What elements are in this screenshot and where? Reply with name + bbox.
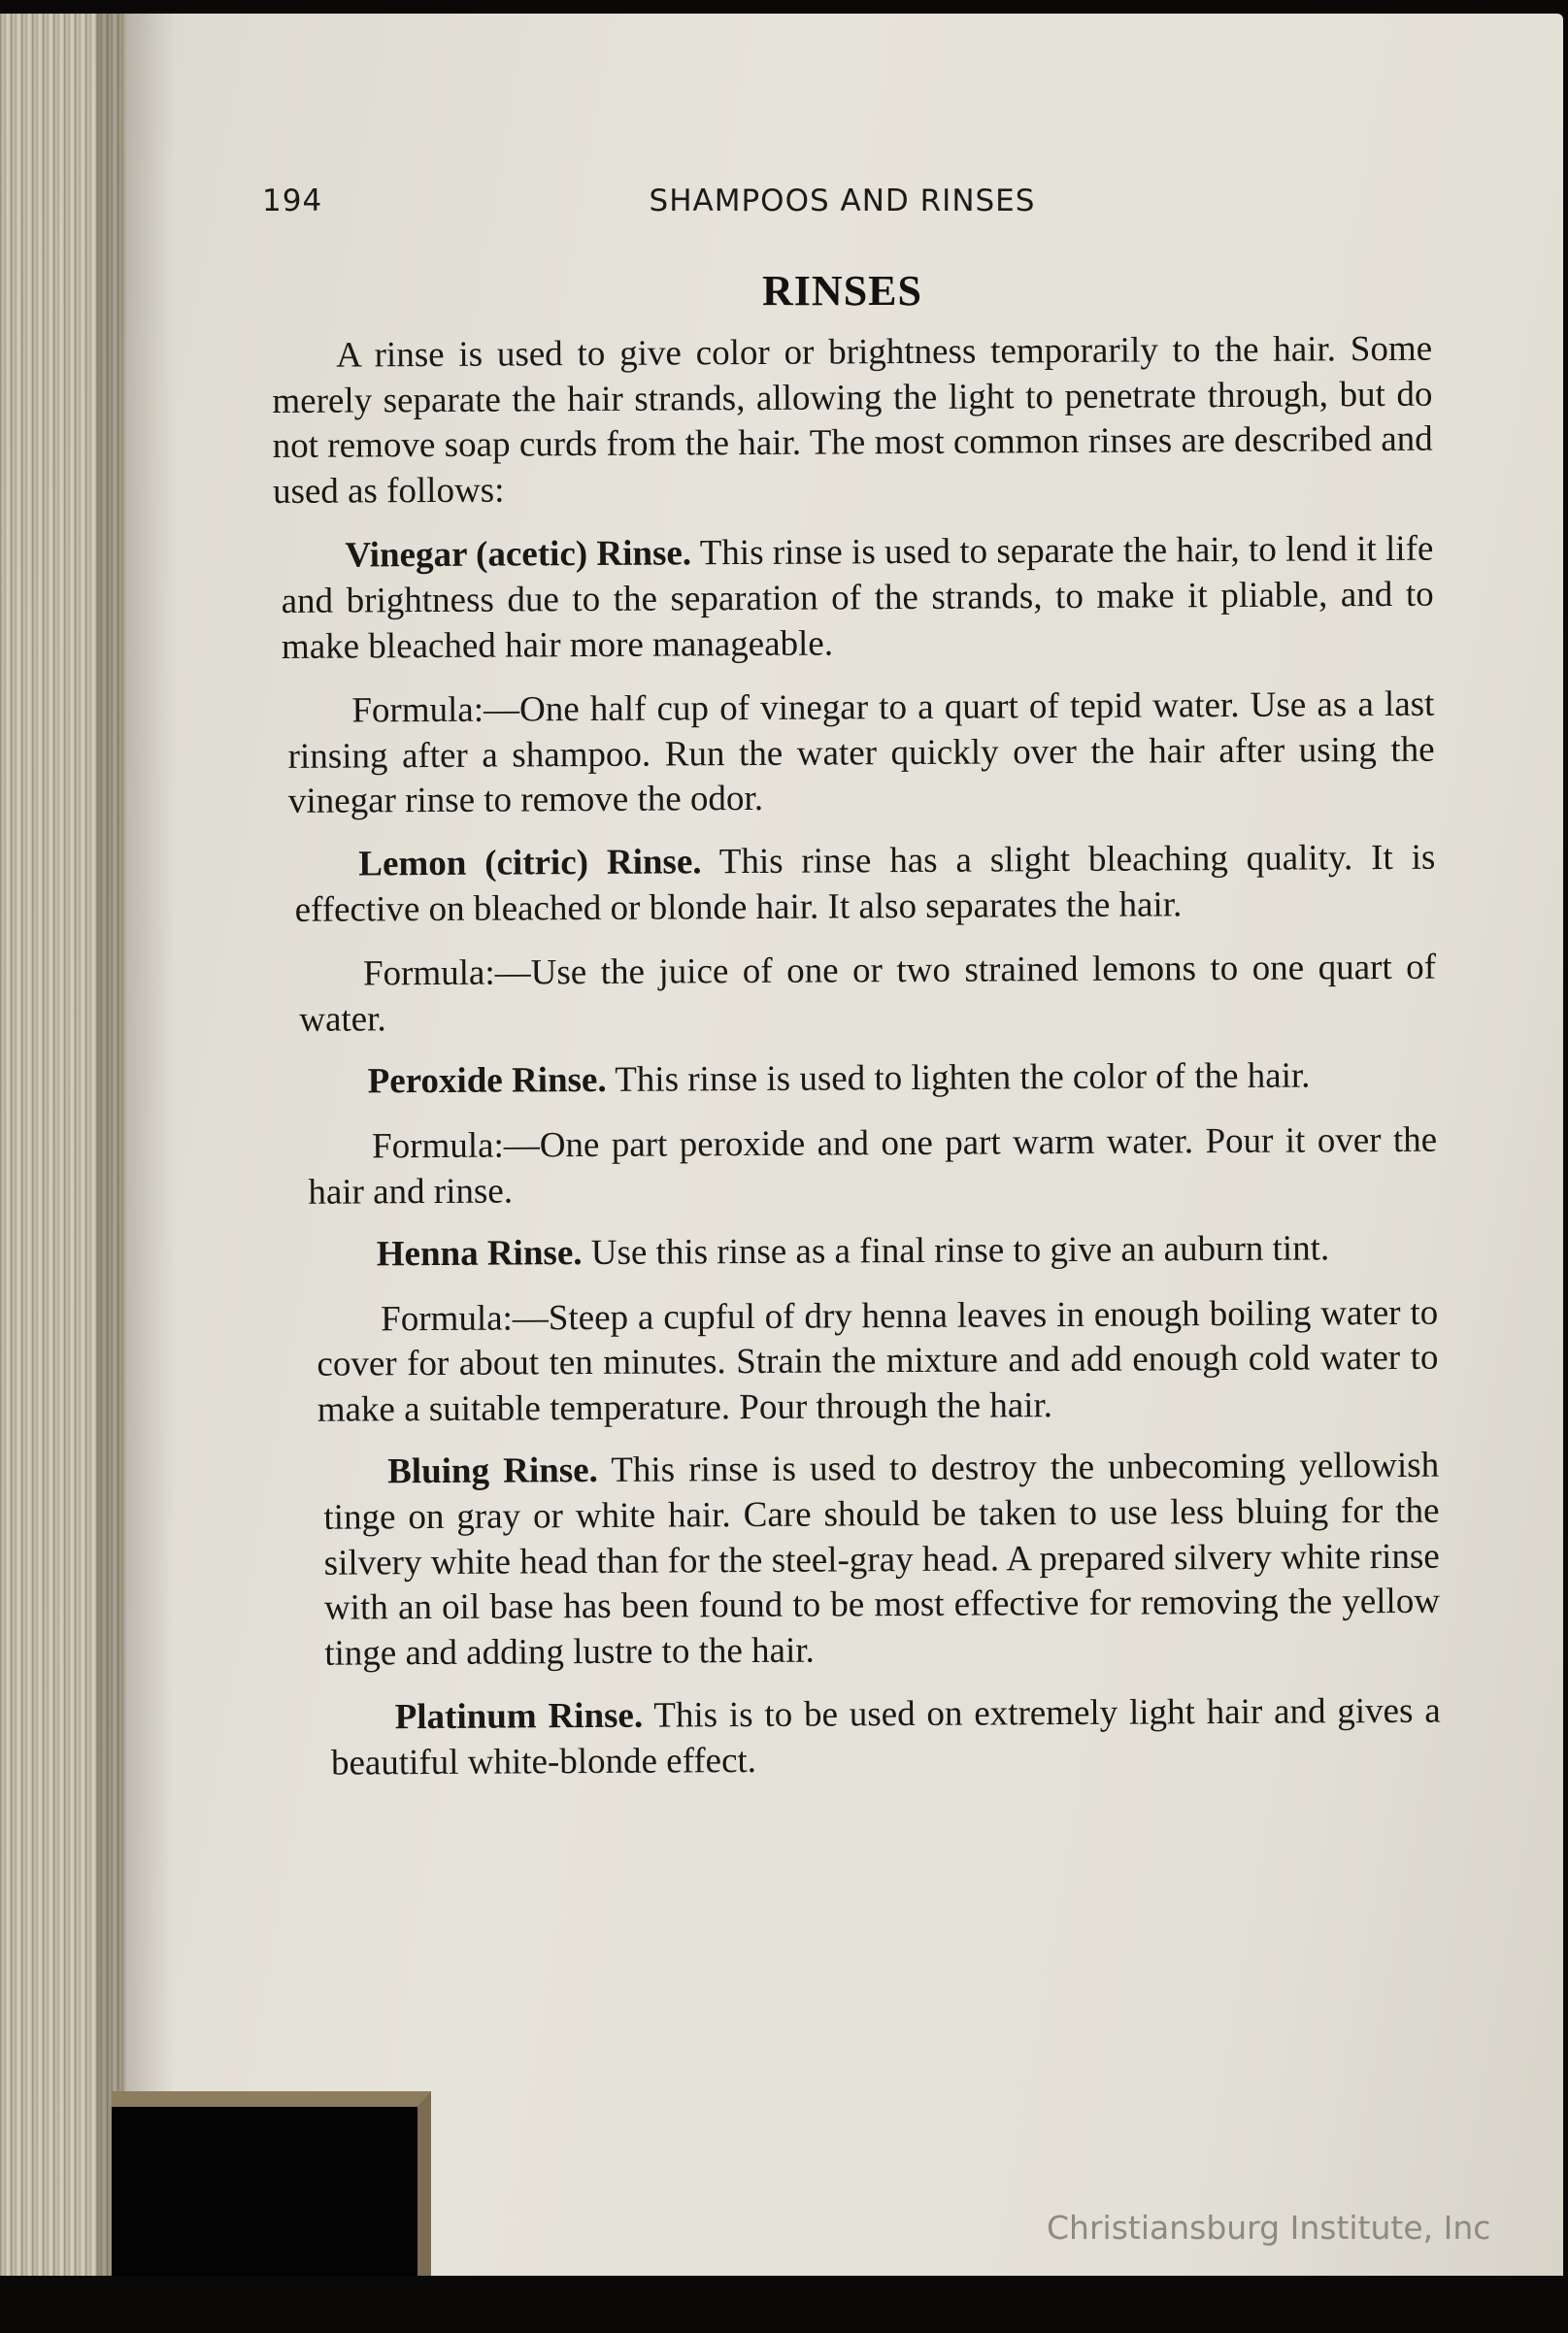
gutter-shadow (97, 14, 175, 2276)
paragraph-lemon-rinse (294, 836, 1436, 933)
paragraph-vinegar-rinse (281, 527, 1434, 670)
paragraph-text: Formula:—One part peroxide and one part warm water. Pour it over the hair and rinse. (308, 1119, 1438, 1213)
book-page (0, 14, 1563, 2276)
black-bookmark-tab (112, 2091, 431, 2276)
paragraph-text: Use this rinse as a final rinse to give an auburn tint. (582, 1228, 1330, 1274)
body-text (272, 327, 1441, 1807)
running-head: SHAMPOOS AND RINSES (649, 183, 1036, 218)
paragraph-henna-rinse (313, 1226, 1438, 1279)
paragraph-peroxide-rinse (304, 1053, 1437, 1106)
paragraph-lead: Lemon (citric) Rinse. (358, 842, 702, 884)
paragraph-vinegar-formula (287, 683, 1435, 825)
paragraph-text: A rinse is used to give color or brightness temporarily to the hair. Some merely separate the hair strands, allowing the light to penetrate through, but do not remove soap curds from the hair. The most common rinses are described and used as follows: (272, 328, 1433, 512)
paragraph-henna-formula (317, 1290, 1439, 1433)
paragraph-lead: Platinum Rinse. (394, 1696, 644, 1738)
paragraph-bluing-rinse (323, 1444, 1440, 1677)
paragraph-text: Formula:—Use the juice of one or two strained lemons to one quart of water. (299, 947, 1437, 1040)
page-number: 194 (262, 183, 323, 218)
paragraph-lead: Henna Rinse. (376, 1233, 583, 1275)
paragraph-lead: Peroxide Rinse. (367, 1060, 607, 1102)
paragraph-intro (272, 327, 1433, 516)
watermark: Christiansburg Institute, Inc (1047, 2209, 1491, 2247)
paragraph-text: This is to be used on extremely light hair and gives a beautiful white-blonde effect. (330, 1691, 1441, 1783)
section-title: RINSES (762, 267, 922, 315)
paragraph-lemon-formula (299, 946, 1437, 1043)
page-header (262, 183, 1456, 232)
paragraph-text: This rinse is used to destroy the unbecoming yellowish tinge on gray or white hair. Care should be taken to use less bluing for the silvery white head than for the steel-gray head. A prepared silvery white rinse with an oil base has been found to be most effective for removing the yellow tinge and adding lustre to the hair. (323, 1446, 1441, 1674)
paragraph-text: This rinse has a slight bleaching quality. It is effective on bleached or blonde hair. It also separates the hair. (294, 837, 1436, 930)
paragraph-lead: Bluing Rinse. (387, 1450, 598, 1492)
paragraph-text: This rinse is used to lighten the color of the hair. (606, 1055, 1311, 1101)
paragraph-platinum-rinse (331, 1689, 1442, 1786)
paragraph-text: This rinse is used to separate the hair, to lend it life and brightness due to the separation of the strands, to make it pliable, and to make bleached hair more manageable. (281, 529, 1434, 667)
paragraph-text: Formula:—One half cup of vinegar to a quart of tepid water. Use as a last rinsing after a shampoo. Run the water quickly over the hair after using the vinegar rinse to remove the odor. (287, 683, 1435, 822)
paragraph-peroxide-formula (308, 1118, 1438, 1216)
paragraph-text: Formula:—Steep a cupful of dry henna leaves in enough boiling water to cover for about ten minutes. Strain the mixture and add enough cold water to make a suitable temperature. Pour through the hair. (317, 1292, 1439, 1430)
paragraph-lead: Vinegar (acetic) Rinse. (345, 533, 692, 576)
